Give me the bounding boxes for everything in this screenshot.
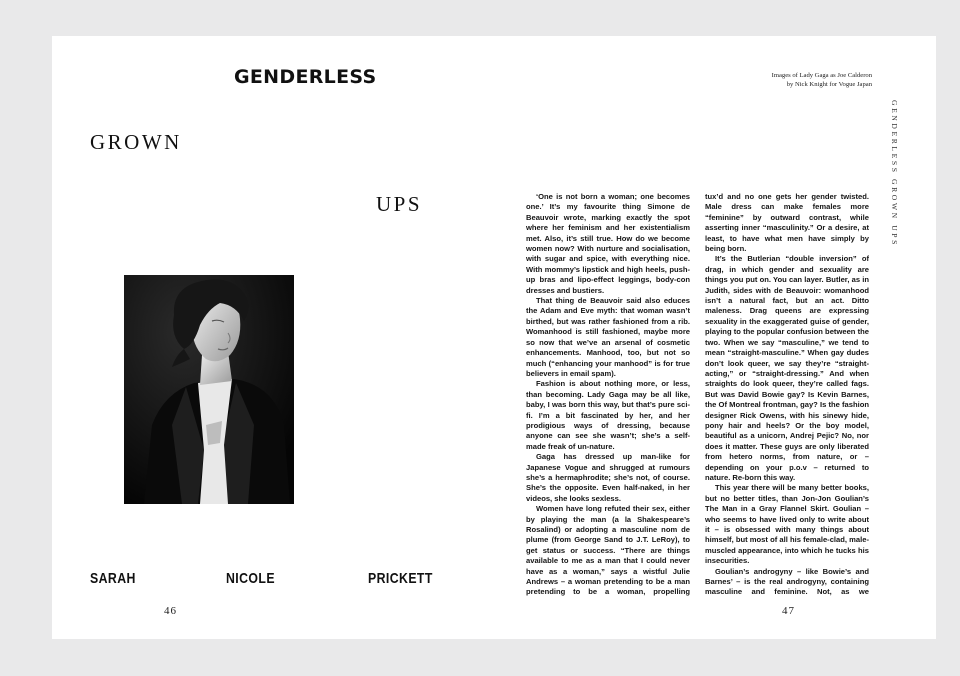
article-column-2	[705, 192, 869, 597]
headline-genderless: GENDERLESS	[234, 66, 377, 88]
paragraph: Women have long refuted their sex, either by playing the man (a la Shakespeare’s Rosalind) or adopting a masculine nom de plume (from George Sand to J.T. LeRoy), to get status or success. “There are things available to me as a man that I could never have as a woman,” says a wistful Julie Andrews – a woman pretending to be a man pretending to be a woman, propelling	[526, 504, 690, 597]
paragraph: Gaga has dressed up man-like for Japanese Vogue and shrugged at rumours she’s a hermaphrodite; she’s not, of course. She’s the opposite. Even half-naked, in her videos, she looks sexless.	[526, 452, 690, 503]
magazine-spread	[52, 36, 936, 639]
portrait-illustration	[124, 275, 294, 504]
paragraph: ‘One is not born a woman; one becomes one.’ It’s my favourite thing Simone de Beauvoir wrote, marking exactly the spot where her feminism and her existentialism met. Also, it’s still true. How do we become women now? With nurture and socialisation, with sugar and spice, with everything nice. With mommy’s lipstick and high heels, push-up bras and lipo-effect leggings, body-con dresses and bustiers.	[526, 192, 690, 295]
article-column-1	[526, 192, 690, 597]
paragraph: It’s the Butlerian “double inversion” of drag, in which gender and sexuality are things you put on. You can layer. Butler, as in Judith, sides with de Beauvoir: womanhood isn’t a natural fact, but an act. Ditto maleness. Drag queens are expressing sexuality in the exaggerated guise of gender, playing to the popular confusion between the two. When we say “masculine,” we tend to mean “straight-masculine.” When gay dudes don’t look queer, we say they’re “straight-acting,” or “straight-dressing.” And when straights do look queer, they’re called fags. But was David Bowie gay? Is Kevin Barnes, the Of Montreal frontman, gay? Is the fashion designer Rick Owens, with his sinewy hide, pony hair and heels? Or the boy model, beautiful as a unicorn, Andrej Pejic? No, nor does it matter. These guys are only liberated from hetero norms, from nature, or – depending on your p.o.v – returned to nature. Re-born this way.	[705, 254, 869, 482]
author-middle-name: NICOLE	[226, 570, 275, 587]
caption-line: Images of Lady Gaga as Joe Calderon	[771, 72, 872, 79]
paragraph: tux’d and no one gets her gender twisted. Male dress can make females more “feminine” by outward contrast, while asserting inner “masculinity.” Or a desire, at least, to have what men have simply by being born.	[705, 192, 869, 254]
paragraph: Goulian’s androgyny – like Bowie’s and Barnes’ – is the real androgyny, containing masculine and feminine. Not, as we	[705, 566, 869, 597]
running-head: GENDERLESS GROWN UPS	[890, 100, 899, 247]
author-last-name: PRICKETT	[368, 570, 433, 587]
page-number-left: 46	[164, 605, 177, 617]
paragraph: Fashion is about nothing more, or less, than becoming. Lady Gaga may be all like, baby, I was born this way, but that’s pure sci-fi. I’m a bit fascinated by her, and her prodigious ways of dressing, because anyone can see she wasn’t; she’s a self-made freak of un-nature.	[526, 379, 690, 451]
portrait-photo	[124, 275, 294, 504]
caption-line: by Nick Knight for Vogue Japan	[786, 81, 872, 88]
author-first-name: SARAH	[90, 570, 136, 587]
paragraph: This year there will be many better books, but no better titles, than Jon-Jon Goulian’s The Man in a Gray Flannel Skirt. Goulian – who seems to have lived only to write about it – is obsessed with many things about himself, but most of all his female-clad, male-muscled appearance, into which he tucks his insecurities.	[705, 483, 869, 566]
photo-caption	[752, 71, 872, 89]
paragraph: That thing de Beauvoir said also educes the Adam and Eve myth: that woman wasn’t birthed, but was rather fashioned from a rib. Womanhood is still fashioned, maybe more so now that we’ve an arsenal of cosmetic enhancements. Manhood, too, but not so much (“enhancing your manhood” is for true believers in email spam).	[526, 296, 690, 378]
title-word-grown: GROWN	[90, 130, 182, 154]
page-number-right: 47	[782, 605, 795, 617]
title-word-ups: UPS	[376, 192, 423, 216]
